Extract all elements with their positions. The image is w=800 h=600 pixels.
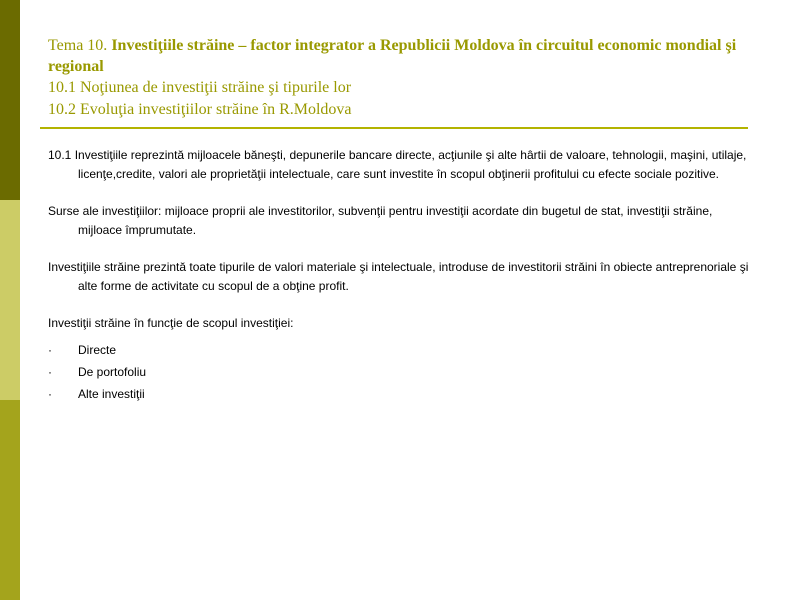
bullet-mark: · — [48, 387, 52, 401]
paragraph-sources: Surse ale investiţiilor: mijloace proprii ale investitorilor, subvenţii pentru investiţii acordate din bugetul de stat, investiţii străine, mijloace împrumutate. — [48, 204, 713, 237]
sidebar-segment-bottom — [0, 400, 20, 600]
sidebar-segment-top — [0, 0, 20, 200]
bullet-text: Alte investiţii — [78, 387, 145, 401]
list-item — [48, 339, 758, 361]
sidebar-segment-middle — [0, 200, 20, 400]
title-heading: Investiţiile străine – factor integrator a Republicii Moldova în circuitul economic mondial şi regional — [48, 37, 737, 75]
paragraph-definition: 10.1 Investiţiile reprezintă mijloacele băneşti, depunerile bancare directe, acţiunile şi alte hârtii de valoare, tehnologii, maşini, utilaje, licenţe,credite, valori ale proprietăţii intelectuale, care sunt investite în scopul obţinerii profitului cu efecte sociale pozitive. — [48, 148, 747, 181]
title-prefix: Tema 10. — [48, 37, 108, 54]
title-subtopic-1: 10.1 Noţiunea de investiţii străine şi tipurile lor — [48, 79, 352, 96]
paragraph-types-intro: Investiţii străine în funcţie de scopul investiţiei: — [48, 316, 294, 330]
bullet-text: Directe — [78, 343, 117, 357]
bullet-text: De portofoliu — [78, 365, 147, 379]
list-item — [48, 361, 758, 383]
list-item — [48, 383, 758, 405]
title-subtopic-2: 10.2 Evoluţia investiţiilor străine în R.Moldova — [48, 101, 352, 118]
title-main — [48, 35, 748, 77]
bullet-mark: · — [48, 343, 52, 357]
slide-body — [48, 146, 758, 405]
paragraph-foreign-investments: Investiţiile străine prezintă toate tipurile de valori materiale şi intelectuale, introduse de investitorii străini în obiecte antreprenoriale şi alte forme de activitate cu scopul de a obţine profit. — [48, 260, 749, 293]
slide-title — [48, 35, 748, 121]
bullet-mark: · — [48, 365, 52, 379]
title-divider — [40, 127, 748, 129]
sidebar-stripe — [0, 0, 20, 600]
